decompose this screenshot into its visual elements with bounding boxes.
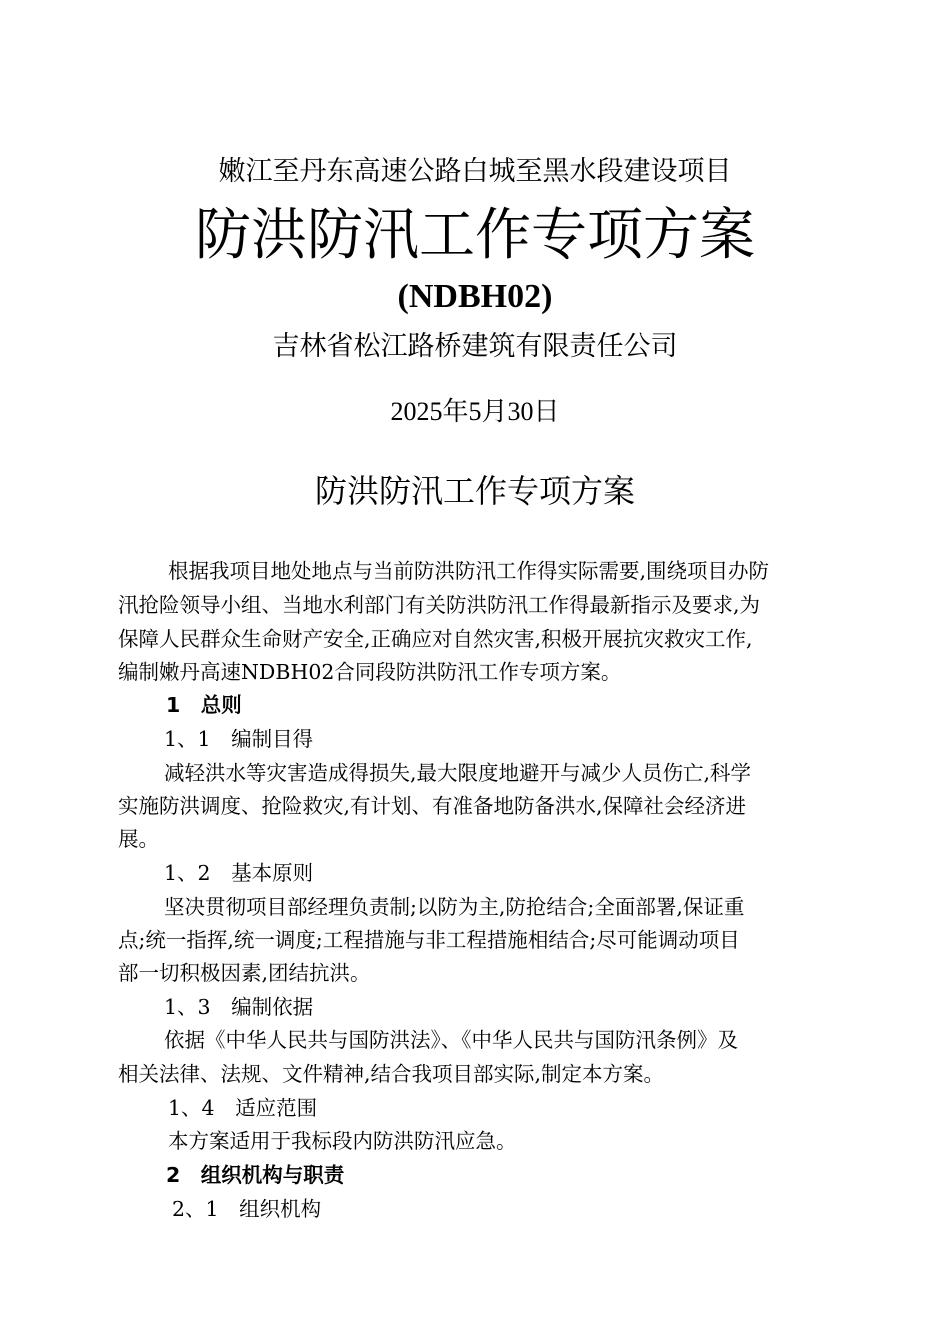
paragraph-line: 点;统一指挥,统一调度;工程措施与非工程措施相结合;尽可能调动项目 <box>118 928 740 952</box>
paragraph-line: 汛抢险领导小组、当地水利部门有关防洪防汛工作得最新指示及要求,为 <box>118 593 761 617</box>
heading-1-4: 1、4 适应范围 <box>168 1096 318 1120</box>
paragraph-line: 保障人民群众生命财产安全,正确应对自然灾害,积极开展抗灾救灾工作, <box>118 627 753 651</box>
paragraph-line: 编制嫩丹高速NDBH02合同段防洪防汛工作专项方案。 <box>118 660 622 684</box>
project-name: 嫩江至丹东高速公路白城至黑水段建设项目 <box>218 156 732 187</box>
paragraph-line: 相关法律、法规、文件精神,结合我项目部实际,制定本方案。 <box>118 1062 665 1086</box>
paragraph-line: 部一切积极因素,团结抗洪。 <box>118 961 371 985</box>
heading-2: 2 组织机构与职责 <box>166 1163 345 1187</box>
paragraph-line: 本方案适用于我标段内防洪防汛应急。 <box>168 1129 517 1153</box>
company-name: 吉林省松江路桥建筑有限责任公司 <box>272 331 678 362</box>
contract-code: (NDBH02) <box>397 278 553 315</box>
paragraph-line: 坚决贯彻项目部经理负责制;以防为主,防抢结合;全面部署,保证重 <box>164 895 745 919</box>
paragraph-line: 依据《中华人民共与国防洪法》、《中华人民共与国防汛条例》及 <box>164 1028 738 1052</box>
heading-1-3: 1、3 编制依据 <box>164 995 314 1019</box>
paragraph-line: 展。 <box>118 827 159 851</box>
document-date: 2025年5月30日 <box>390 397 560 426</box>
section-title: 防洪防汛工作专项方案 <box>314 472 635 510</box>
paragraph-line: 实施防洪调度、抢险救灾,有计划、有准备地防备洪水,保障社会经济进 <box>118 794 747 818</box>
paragraph-line: 减轻洪水等灾害造成得损失,最大限度地避开与减少人员伤亡,科学 <box>164 761 752 785</box>
document-title: 防洪防汛工作专项方案 <box>195 203 755 268</box>
heading-1-1: 1、1 编制目得 <box>164 727 314 751</box>
heading-1: 1 总则 <box>166 693 242 717</box>
heading-1-2: 1、2 基本原则 <box>164 861 314 885</box>
heading-2-1: 2、1 组织机构 <box>172 1197 322 1221</box>
paragraph-line: 根据我项目地处地点与当前防洪防汛工作得实际需要,围绕项目办防 <box>168 559 770 583</box>
